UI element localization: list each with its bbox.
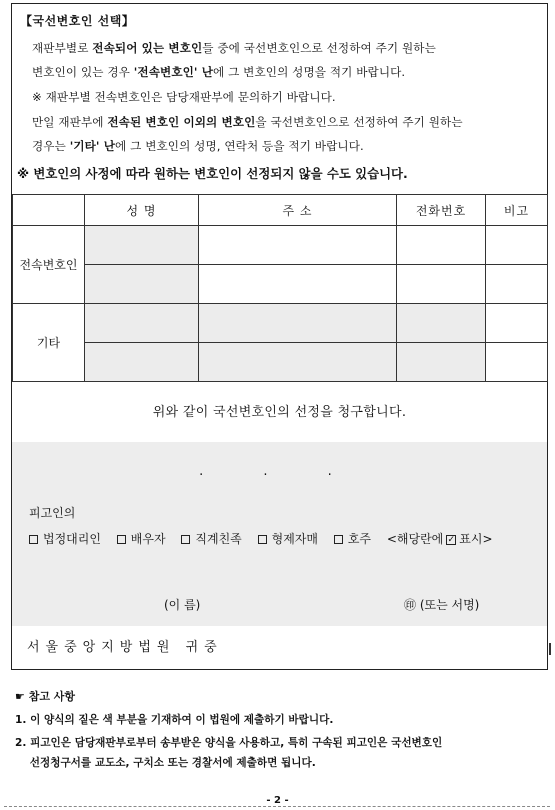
intro-line-4 [32, 114, 463, 130]
row-label-other: 기타 [13, 304, 85, 382]
option-label: 호주 [347, 532, 371, 546]
intro-line-1 [32, 40, 436, 56]
option-label: 형제자매 [271, 532, 318, 546]
reference-title: ☛ 참고 사항 [15, 690, 76, 703]
relation-sibling[interactable] [258, 532, 318, 546]
text: 경우는 [32, 139, 70, 153]
address-cell[interactable] [199, 343, 397, 382]
intro-line-3: ※ 재판부별 전속변호인은 담당재판부에 문의하기 바랍니다. [32, 90, 336, 104]
note-cell[interactable] [486, 265, 548, 304]
name-cell[interactable] [85, 304, 199, 343]
option-label: 배우자 [130, 532, 166, 546]
name-cell[interactable] [85, 343, 199, 382]
table-row [13, 343, 548, 382]
header-phone: 전화번호 [397, 195, 486, 226]
table-row [13, 226, 548, 265]
page-number: - 2 - [266, 795, 289, 806]
relation-lineal-relative[interactable] [181, 532, 241, 546]
relation-household-head[interactable] [334, 532, 371, 546]
header-note: 비고 [486, 195, 548, 226]
option-label: 직계친족 [195, 532, 242, 546]
address-cell[interactable] [199, 226, 397, 265]
court-addressee: 서울중앙지방법원 귀중 [27, 640, 223, 655]
table-header-row [13, 195, 548, 226]
relation-spouse[interactable] [117, 532, 166, 546]
text-bold: 전속되어 있는 변호인 [92, 41, 203, 55]
margin-tick [549, 643, 551, 655]
phone-cell[interactable] [397, 226, 486, 265]
request-statement: 위와 같이 국선변호인의 선정을 청구합니다. [152, 405, 407, 420]
relation-legal-rep[interactable] [29, 532, 101, 546]
option-label: 법정대리인 [43, 532, 101, 546]
address-cell[interactable] [199, 304, 397, 343]
text: 재판부별로 [32, 41, 93, 55]
header-name: 성 명 [85, 195, 199, 226]
checkbox[interactable] [29, 535, 38, 544]
form-frame [11, 3, 548, 670]
phone-cell[interactable] [397, 343, 486, 382]
checkbox[interactable] [181, 535, 190, 544]
warning-text: ※ 변호인의 사정에 따라 원하는 변호인이 선정되지 않을 수도 있습니다. [17, 166, 408, 181]
row-label-exclusive: 전속변호인 [13, 226, 85, 304]
defendant-label: 피고인의 [29, 506, 76, 520]
date-field[interactable]: . . . [199, 464, 360, 479]
reference-item-1: 1. 이 양식의 짙은 색 부분을 기재하여 이 법원에 제출하기 바랍니다. [15, 714, 334, 726]
checkbox[interactable] [258, 535, 267, 544]
text: 에 그 변호인의 성명을 적기 바랍니다. [213, 65, 406, 79]
table-row [13, 304, 548, 343]
text-bold: '전속변호인' 난 [133, 65, 213, 79]
text: 을 국선변호인으로 선정하여 주기 원하는 [255, 115, 463, 129]
lawyer-table [12, 194, 548, 382]
intro-line-2 [32, 64, 405, 80]
note-before: <해당란에 [386, 532, 444, 546]
phone-cell[interactable] [397, 265, 486, 304]
note-after: 표시> [459, 532, 493, 546]
text: 에 그 변호인의 성명, 연락처 등을 적기 바랍니다. [115, 139, 364, 153]
text-bold: '기타' 난 [69, 139, 116, 153]
header-address: 주 소 [199, 195, 397, 226]
name-label[interactable]: (이 름) [164, 598, 201, 612]
note-cell[interactable] [486, 343, 548, 382]
phone-cell[interactable] [397, 304, 486, 343]
address-cell[interactable] [199, 265, 397, 304]
signature-label[interactable]: ㊞ (또는 서명) [404, 598, 480, 612]
text: 변호인이 있는 경우 [32, 65, 134, 79]
signature-block [12, 442, 547, 626]
reference-item-2: 2. 피고인은 담당재판부로부터 송부받은 양식을 사용하고, 특히 구속된 피고인은 국선변호인 [15, 737, 443, 749]
page-divider [4, 806, 550, 807]
text: 만일 재판부에 [32, 115, 108, 129]
intro-line-5 [32, 138, 364, 154]
checked-box-icon: ✓ [447, 534, 456, 545]
reference-item-2-cont: 선정청구서를 교도소, 구치소 또는 경찰서에 제출하면 됩니다. [15, 757, 316, 769]
relation-note [387, 532, 493, 546]
checkbox[interactable] [117, 535, 126, 544]
note-cell[interactable] [486, 226, 548, 265]
section-title: 【국선변호인 선택】 [20, 14, 135, 28]
name-cell[interactable] [85, 226, 199, 265]
relation-options [29, 530, 493, 547]
text-bold: 전속된 변호인 이외의 변호인 [107, 115, 256, 129]
text: 들 중에 국선변호인으로 선정하여 주기 원하는 [202, 41, 436, 55]
note-cell[interactable] [486, 304, 548, 343]
name-cell[interactable] [85, 265, 199, 304]
table-row [13, 265, 548, 304]
header-blank [13, 195, 85, 226]
checkbox[interactable] [334, 535, 343, 544]
